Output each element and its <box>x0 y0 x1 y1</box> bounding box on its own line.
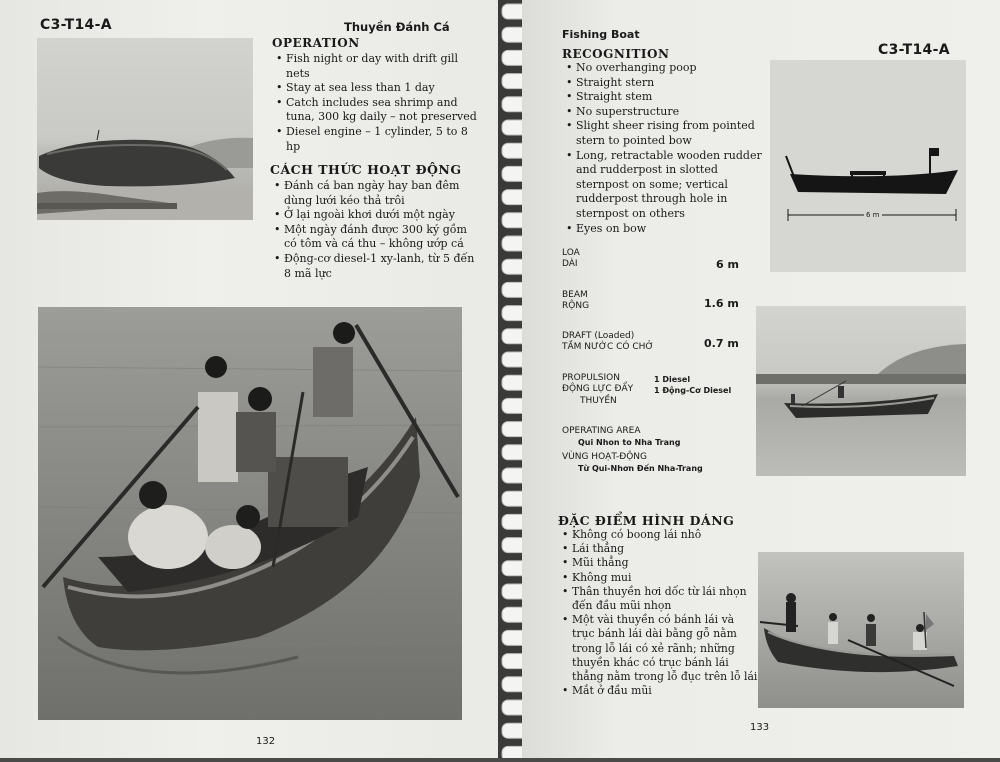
draft-vn-label: TẦM NƯỚC CÓ CHỞ <box>562 342 654 352</box>
right-page-number: 133 <box>750 722 770 733</box>
vn-recognition-item: • Thân thuyền hơi dốc từ lái nhọn đến đầu mũi nhọn <box>562 585 758 613</box>
beam-label: BEAM <box>562 290 588 300</box>
operation-item: • Diesel engine – 1 cylinder, 5 to 8 hp <box>276 125 480 154</box>
operation-list <box>276 52 480 154</box>
vn-recognition-item: • Không mui <box>562 571 758 585</box>
vn-recognition-item: • Mũi thẳng <box>562 556 758 570</box>
recognition-item: • Eyes on bow <box>566 222 762 237</box>
vn-operation-item: • Động-cơ diesel-1 xy-lanh, từ 5 đến 8 mã lực <box>274 252 480 281</box>
operation-item: • Catch includes sea shrimp and tuna, 300 kg daily – not preserved <box>276 96 480 125</box>
vn-operation-list <box>274 179 480 281</box>
recognition-item: • Long, retractable wooden rudder and rudderpost in slotted sternpost on some; vertical rudderpost through hole in sternpost on others <box>566 149 762 222</box>
crew-boat-photo <box>38 307 462 720</box>
recognition-item: • Straight stern <box>566 76 762 91</box>
operation-heading: OPERATION <box>272 36 360 50</box>
recognition-item: • No superstructure <box>566 105 762 120</box>
recognition-item: • Slight sheer rising from pointed stern to pointed bow <box>566 119 762 148</box>
recognition-item: • No overhanging poop <box>566 61 762 76</box>
draft-label: DRAFT (Loaded) <box>562 331 635 341</box>
beam-value: 1.6 m <box>704 297 739 310</box>
operating-area-vn-label: VÙNG HOẠT-ĐỘNG <box>562 452 648 462</box>
left-page-code: C3-T14-A <box>40 17 112 33</box>
hull-photo <box>37 38 253 220</box>
vn-recognition-heading: ĐẶC ĐIỂM HÌNH DÁNG <box>558 513 735 528</box>
boat-profile-diagram <box>770 60 966 272</box>
right-page-code: C3-T14-A <box>878 42 950 58</box>
boat-at-sea-photo <box>756 306 966 476</box>
vn-recognition-list <box>562 528 758 698</box>
operating-area-label: OPERATING AREA <box>562 426 641 436</box>
vn-recognition-item: • Một vài thuyền có bánh lái và trục bánh lái dài bằng gỗ nằm trong lỗ lái có xẻ rãnh; những thuyền khác có trục bánh lái thẳng nằm trong lỗ đục trên lỗ lái <box>562 613 758 684</box>
vn-operation-item: • Đánh cá ban ngày hay ban đêm dùng lưới kéo thả trôi <box>274 179 480 208</box>
rowing-crew-photo <box>758 552 964 708</box>
draft-value: 0.7 m <box>704 337 739 350</box>
operating-area-value: Qui Nhon to Nha Trang <box>578 438 681 447</box>
diagram-length-label: 6 m <box>866 211 880 219</box>
vn-operation-heading: CÁCH THỨC HOẠT ĐỘNG <box>270 162 462 177</box>
right-page-title: Fishing Boat <box>562 28 640 41</box>
propulsion-label: PROPULSION <box>562 373 620 383</box>
vn-operation-item: • Một ngày đánh được 300 ký gồm có tôm và cá thu – không ướp cá <box>274 223 480 252</box>
propulsion-vn-value: 1 Động-Cơ Diesel <box>654 386 732 395</box>
operation-item: • Fish night or day with drift gill nets <box>276 52 480 81</box>
vn-recognition-item: • Lái thẳng <box>562 542 758 556</box>
vn-recognition-item: • Mắt ở đầu mũi <box>562 684 758 698</box>
right-page <box>522 0 1000 758</box>
operation-item: • Stay at sea less than 1 day <box>276 81 480 96</box>
vn-recognition-item: • Không có boong lái nhô <box>562 528 758 542</box>
loa-label: LOA <box>562 248 580 258</box>
propulsion-vn-label-2: THUYỀN <box>580 396 617 406</box>
beam-vn-label: RỘNG <box>562 301 590 311</box>
recognition-heading: RECOGNITION <box>562 47 670 61</box>
propulsion-value: 1 Diesel <box>654 375 691 384</box>
vn-operation-item: • Ở lại ngoài khơi dưới một ngày <box>274 208 480 223</box>
loa-value: 6 m <box>716 258 739 271</box>
recognition-item: • Straight stem <box>566 90 762 105</box>
propulsion-vn-label-1: ĐỘNG LỰC ĐẨY <box>562 384 634 394</box>
operating-area-vn-value: Từ Qui-Nhơn Đến Nha-Trang <box>578 464 703 473</box>
left-page-number: 132 <box>256 736 276 747</box>
recognition-list <box>566 61 762 236</box>
loa-vn-label: DÀI <box>562 259 578 269</box>
left-vn-title: Thuyền Đánh Cá <box>344 20 450 34</box>
